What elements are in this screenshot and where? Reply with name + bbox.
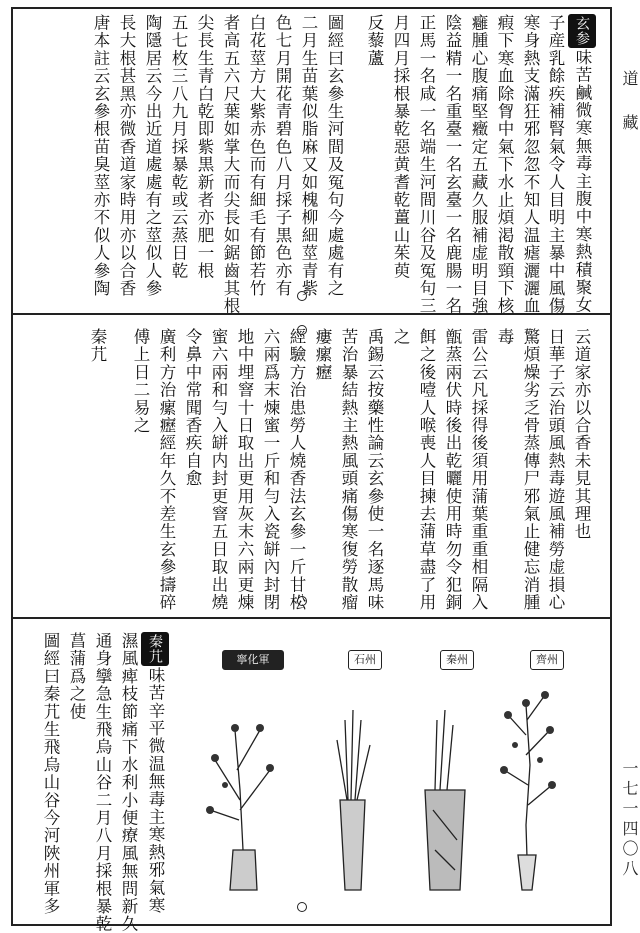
top-column	[165, 14, 191, 280]
column-text: 甑蒸兩伏時後出乾曬使用時勿令犯銅	[443, 328, 462, 612]
top-column	[517, 14, 543, 315]
bottom-column	[115, 632, 141, 933]
column-text: 瘻瘰癧	[313, 328, 332, 382]
middle-column	[517, 328, 543, 611]
top-column	[491, 14, 517, 315]
column-text: 正馬一名咸一名端生河間川谷及冤句三	[417, 14, 436, 315]
column-text: 驚煩燥劣乏骨蒸傳尸邪氣止健忘消腫	[521, 328, 540, 612]
bottom-column	[37, 632, 63, 915]
column-text: 月四月採根暴乾惡黄耆乾薑山茱萸	[391, 14, 410, 280]
column-text: 通身攣急生飛烏山谷二月八月採根暴乾	[93, 632, 112, 933]
side-header: 道藏	[620, 70, 639, 158]
column-text: 云道家亦以合香未見其理也	[572, 328, 591, 541]
top-column	[243, 14, 269, 297]
column-text: 苦治暴結熱主熱風頭痛傷寒復勞散瘤	[339, 328, 358, 612]
binding-hole-4	[297, 902, 307, 912]
top-column	[542, 14, 568, 315]
top-column	[139, 14, 165, 297]
herb-illustration-shizhou	[315, 700, 390, 895]
column-text: 菖蒲爲之使	[67, 632, 86, 721]
entry-title-tag: 秦芁	[141, 632, 169, 666]
column-text: 陶隱居云今出近道處處有之莖似人參	[143, 14, 162, 298]
column-text: 味苦鹹微寒無毒主腹中寒熱積聚女	[573, 48, 592, 314]
herb-label: 齊州	[530, 650, 564, 670]
column-text: 二月生苗葉似脂麻又如槐柳細莖青紫	[299, 14, 318, 298]
column-text: 六兩爲末煉蜜一斤和勻入瓷缾內封閉	[261, 328, 280, 612]
middle-column	[387, 328, 413, 346]
middle-column	[491, 328, 517, 346]
middle-column	[179, 328, 205, 487]
column-text: 圖經曰秦芁生飛烏山谷今河陜州軍多	[41, 632, 60, 916]
herb-label: 石州	[348, 650, 382, 670]
bottom-column	[63, 632, 89, 721]
column-text: 陰益精一名重臺一名玄臺一名鹿腸一名	[443, 14, 462, 315]
page-number: 一七一四〇八	[620, 760, 639, 880]
section-divider-bottom	[11, 617, 612, 619]
middle-column	[283, 328, 309, 611]
top-column	[439, 14, 465, 315]
middle-column	[439, 328, 465, 611]
middle-column	[153, 328, 179, 611]
middle-column	[205, 328, 231, 611]
middle-column	[335, 328, 361, 611]
column-text: 反藜蘆	[365, 14, 384, 68]
bottom-column	[141, 632, 169, 914]
herb-illustration-qizhou	[490, 675, 565, 895]
column-text: 圖經曰玄參生河間及冤句今處處有之	[325, 14, 344, 298]
entry-title-tag: 玄参	[568, 14, 596, 48]
top-column	[321, 14, 347, 297]
column-text: 子産乳餘疾補腎氣令人目明主暴中風傷	[546, 14, 565, 315]
herb-label: 寧化軍	[222, 650, 284, 670]
middle-column	[413, 328, 439, 611]
top-column	[87, 14, 113, 297]
column-text: 瘕下寒血除胷中氣下水止煩渇散頸下核	[495, 14, 514, 315]
column-text: 地中埋窨十日取出更用灰末六兩更煉	[235, 328, 254, 612]
top-column	[113, 14, 139, 297]
column-text: 雷公云凡採得後須用蒲葉重重相隔入	[469, 328, 488, 612]
middle-column	[231, 328, 257, 611]
column-text: 傅上日二易之	[131, 328, 150, 435]
column-text: 寒身熱支滿狂邪忽忽不知人温瘧灑灑血	[521, 14, 540, 315]
column-text: 白花莖方大紫赤色而有細毛有節若竹	[247, 14, 266, 298]
column-text: 唐本註云玄參根苗臭莖亦不似人參陶	[91, 14, 110, 298]
column-text: 毒	[495, 328, 514, 346]
column-text: 味苦辛平微温無毒主寒熱邪氣寒	[146, 666, 165, 915]
top-column	[269, 14, 295, 297]
column-text: 者高五六尺葉如掌大而尖長如鋸齒其根	[221, 14, 240, 315]
top-column	[465, 14, 491, 315]
top-column	[387, 14, 413, 280]
column-text: 之	[391, 328, 410, 346]
top-column	[568, 14, 596, 314]
middle-column	[257, 328, 283, 611]
column-text: 令鼻中常聞香疾自愈	[183, 328, 202, 488]
middle-column	[309, 328, 335, 381]
top-column	[361, 14, 387, 67]
column-text: 蜜六兩和勻入缾内封更窨五日取出燒	[209, 328, 228, 612]
bottom-column	[89, 632, 115, 933]
column-text: 經驗方治患勞人燒香法玄參一斤甘松	[287, 328, 306, 612]
middle-column	[542, 328, 568, 611]
top-column	[191, 14, 217, 280]
top-column	[295, 14, 321, 297]
column-text: 癰腫心腹痛堅癥定五藏久服補虚明目強	[469, 14, 488, 315]
middle-column	[361, 328, 387, 611]
herb-illustration-qinzhou	[405, 700, 485, 895]
column-text: 廣利方治瘰癧經年久不差生玄參擣碎	[157, 328, 176, 612]
middle-column	[84, 328, 110, 363]
middle-column	[465, 328, 491, 611]
column-text: 濕風痺枝節痛下水利小便療風無問新久	[119, 632, 138, 933]
top-column	[217, 14, 243, 315]
herb-label: 秦州	[440, 650, 474, 670]
middle-column	[127, 328, 153, 434]
column-text: 尖長生青白乾即紫黒新者亦肥一根	[195, 14, 214, 280]
column-text: 禹錫云按藥性論云玄參使一名逐馬味	[365, 328, 384, 612]
column-text: 秦芁	[88, 328, 107, 364]
column-text: 色七月開花青碧色八月採子黒色亦有	[273, 14, 292, 298]
column-text: 長大根甚黑亦微香道家時用亦以合香	[117, 14, 136, 298]
herb-illustration-ninghuajun	[195, 700, 290, 895]
column-text: 餌之後噎人喉喪人目揀去蒲草盡了用	[417, 328, 436, 612]
column-text: 五七枚三八九月採暴乾或云蒸日乾	[169, 14, 188, 280]
top-column	[413, 14, 439, 315]
column-text: 日華子云治頭風熱毒遊風補勞虚損心	[546, 328, 565, 612]
middle-column	[568, 328, 594, 540]
